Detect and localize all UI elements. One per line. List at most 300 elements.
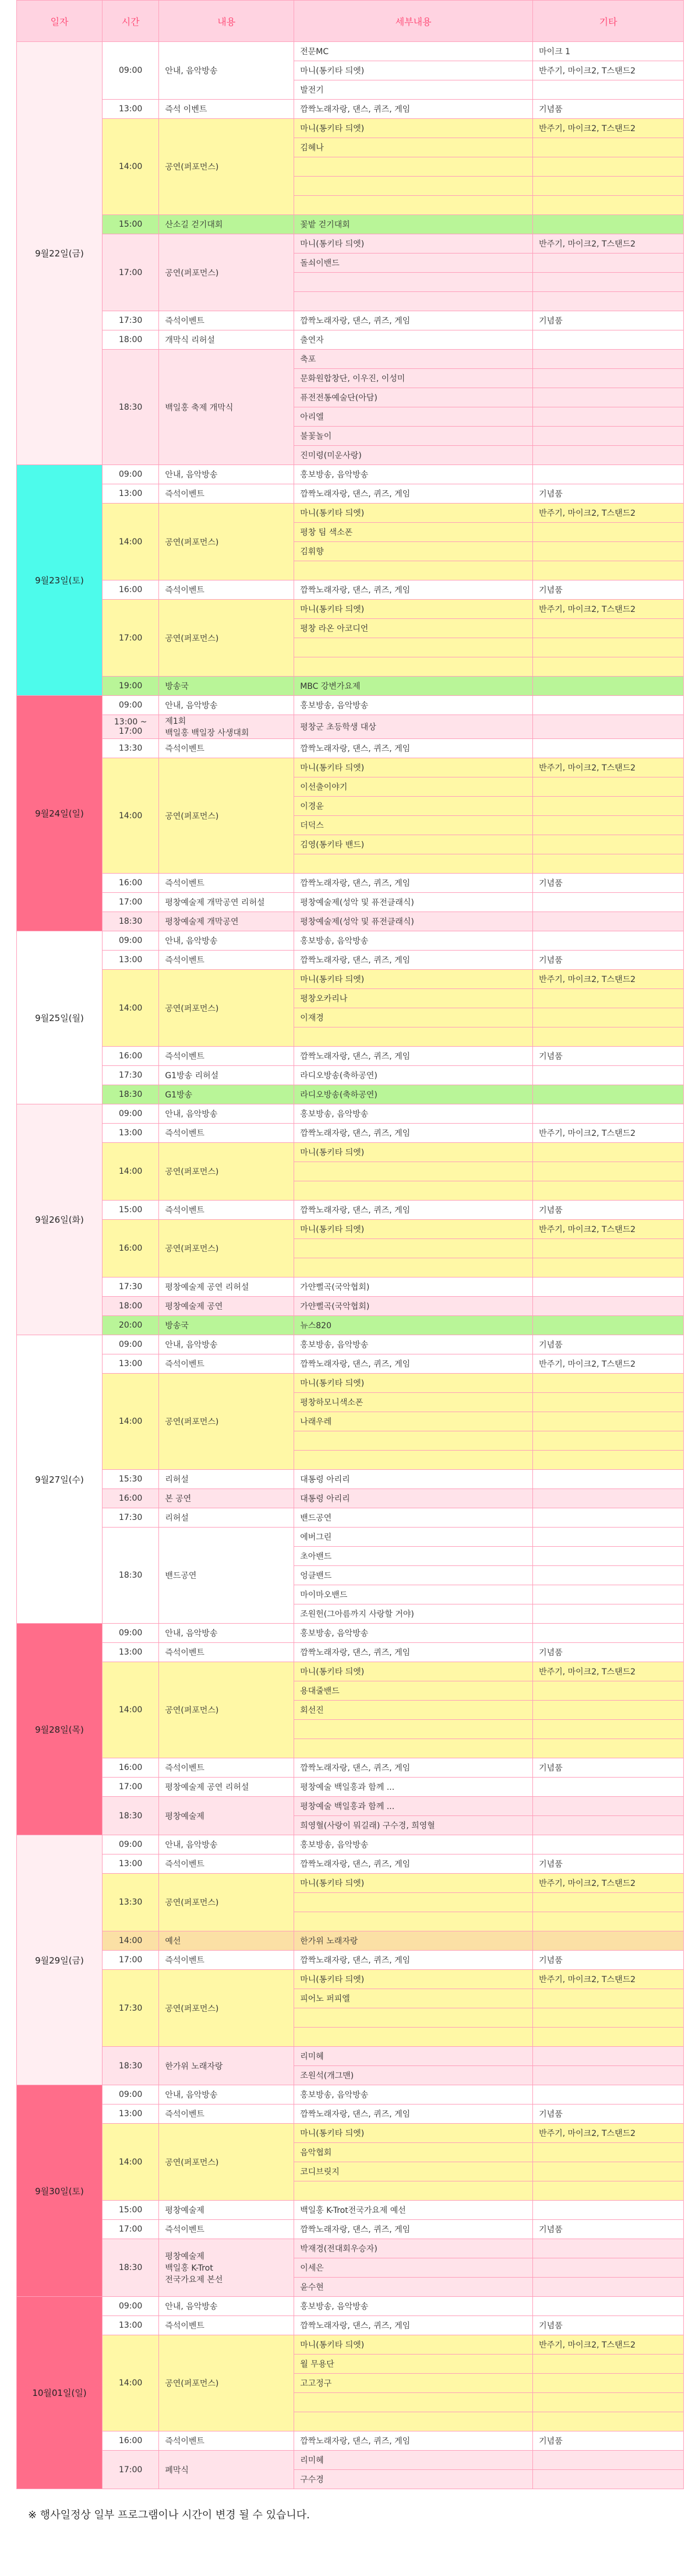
etc-cell: 반주기, 마이크2, T스탠드2: [533, 61, 684, 80]
etc-cell: [533, 2355, 684, 2374]
etc-cell: [533, 273, 684, 292]
content-cell: 안내, 음악방송: [159, 2297, 294, 2316]
time-cell: 09:00: [103, 1624, 159, 1643]
table-row: [17, 1104, 684, 1124]
etc-cell: [533, 1778, 684, 1797]
time-cell: 17:00: [103, 2451, 159, 2489]
detail-cell: 홍보방송, 음악방송: [294, 1104, 533, 1124]
etc-cell: [533, 1027, 684, 1047]
table-row: [17, 1758, 684, 1778]
time-cell: 09:00: [103, 696, 159, 715]
content-cell: 평창예술제: [159, 1797, 294, 1835]
etc-cell: [533, 1797, 684, 1816]
etc-cell: 반주기, 마이크2, T스탠드2: [533, 1124, 684, 1143]
etc-cell: [533, 2047, 684, 2066]
table-row: [17, 2431, 684, 2451]
detail-cell: 코디브릿지: [294, 2162, 533, 2181]
content-cell: 방송국: [159, 1316, 294, 1335]
detail-cell: 이재경: [294, 1008, 533, 1027]
time-cell: 14:00: [103, 758, 159, 874]
etc-cell: 반주기, 마이크2, T스탠드2: [533, 2124, 684, 2143]
detail-cell: 평창 팀 색소폰: [294, 523, 533, 542]
table-row: [17, 1470, 684, 1489]
detail-cell: 백일홍 K-Trot전국가요제 예선: [294, 2201, 533, 2220]
detail-cell: 마니(통키타 듸엣): [294, 1970, 533, 1989]
detail-cell: 조원석(개그맨): [294, 2066, 533, 2085]
content-cell: 안내, 음악방송: [159, 1104, 294, 1124]
detail-cell: 깜짝노래자랑, 댄스, 퀴즈, 게임: [294, 2431, 533, 2451]
time-cell: 13:30: [103, 1874, 159, 1931]
detail-cell: 구수경: [294, 2470, 533, 2489]
table-row: [17, 1624, 684, 1643]
detail-cell: 돌쇠이밴드: [294, 254, 533, 273]
detail-cell: 진미령(미운사랑): [294, 446, 533, 465]
etc-cell: [533, 2278, 684, 2297]
etc-cell: [533, 369, 684, 388]
etc-cell: [533, 1104, 684, 1124]
etc-cell: [533, 1143, 684, 1162]
detail-cell: 마니(통키타 듸엣): [294, 2124, 533, 2143]
table-row: [17, 1220, 684, 1239]
table-row: [17, 2201, 684, 2220]
etc-cell: 기념품: [533, 1643, 684, 1662]
time-cell: 18:00: [103, 330, 159, 350]
detail-cell: 홍보방송, 음악방송: [294, 1624, 533, 1643]
time-cell: 09:00: [103, 465, 159, 484]
content-cell: 제1회 백일홍 백일장 사생대회: [159, 715, 294, 739]
detail-cell: 홍보방송, 음악방송: [294, 696, 533, 715]
detail-cell: 윤수현: [294, 2278, 533, 2297]
detail-cell: 김휘향: [294, 542, 533, 561]
detail-cell: 깜짝노래자랑, 댄스, 퀴즈, 게임: [294, 739, 533, 758]
table-row: [17, 484, 684, 504]
table-row: [17, 1354, 684, 1374]
content-cell: 공연(퍼포먼스): [159, 504, 294, 580]
etc-cell: 반주기, 마이크2, T스탠드2: [533, 758, 684, 777]
table-row: [17, 330, 684, 350]
content-cell: 공연(퍼포먼스): [159, 600, 294, 677]
etc-cell: [533, 1162, 684, 1181]
content-cell: 즉석이벤트: [159, 739, 294, 758]
content-cell: 공연(퍼포먼스): [159, 1874, 294, 1931]
content-cell: 공연(퍼포먼스): [159, 234, 294, 311]
date-cell: 9월23일(토): [17, 465, 103, 696]
content-cell: 평창예술제 개막공연 리허설: [159, 893, 294, 912]
content-cell: 공연(퍼포먼스): [159, 758, 294, 874]
time-cell: 09:00: [103, 42, 159, 100]
detail-cell: 깜짝노래자랑, 댄스, 퀴즈, 게임: [294, 1643, 533, 1662]
detail-cell: 홍보방송, 음악방송: [294, 1835, 533, 1854]
etc-cell: [533, 2239, 684, 2258]
etc-cell: 기념품: [533, 2220, 684, 2239]
table-row: [17, 215, 684, 234]
date-cell: 9월24일(일): [17, 696, 103, 931]
footnote: ※ 행사일정상 일부 프로그램이나 시간이 변경 될 수 있습니다.: [28, 2509, 310, 2521]
content-cell: 즉석이벤트: [159, 2220, 294, 2239]
etc-cell: [533, 215, 684, 234]
content-cell: 공연(퍼포먼스): [159, 119, 294, 215]
etc-cell: 반주기, 마이크2, T스탠드2: [533, 504, 684, 523]
time-cell: 13:00: [103, 100, 159, 119]
etc-cell: [533, 465, 684, 484]
etc-cell: [533, 1489, 684, 1508]
etc-cell: [533, 893, 684, 912]
detail-cell: 깜짝노래자랑, 댄스, 퀴즈, 게임: [294, 1047, 533, 1066]
etc-cell: 기념품: [533, 1335, 684, 1354]
etc-cell: [533, 2412, 684, 2431]
content-cell: 안내, 음악방송: [159, 465, 294, 484]
table-row: [17, 1835, 684, 1854]
detail-cell: [294, 1912, 533, 1931]
time-cell: 16:00: [103, 874, 159, 893]
content-cell: G1방송 리허설: [159, 1066, 294, 1085]
header-time: 시간: [103, 1, 159, 42]
detail-cell: 깜짝노래자랑, 댄스, 퀴즈, 게임: [294, 1854, 533, 1874]
etc-cell: [533, 561, 684, 580]
detail-cell: 엉클밴드: [294, 1566, 533, 1585]
etc-cell: [533, 1816, 684, 1835]
table-row: [17, 465, 684, 484]
header-content: 내용: [159, 1, 294, 42]
etc-cell: 반주기, 마이크2, T스탠드2: [533, 600, 684, 619]
time-cell: 17:00: [103, 234, 159, 311]
detail-cell: 마니(통키타 듸엣): [294, 2335, 533, 2355]
detail-cell: [294, 2412, 533, 2431]
content-cell: 평창예술제: [159, 2201, 294, 2220]
content-cell: 평창예술제 공연 리허설: [159, 1778, 294, 1797]
content-cell: 안내, 음악방송: [159, 1624, 294, 1643]
time-cell: 13:00: [103, 1124, 159, 1143]
time-cell: 16:00: [103, 1758, 159, 1778]
etc-cell: [533, 931, 684, 951]
time-cell: 09:00: [103, 1335, 159, 1354]
detail-cell: 홍보방송, 음악방송: [294, 2297, 533, 2316]
time-cell: 09:00: [103, 1835, 159, 1854]
content-cell: 즉석이벤트: [159, 2431, 294, 2451]
detail-cell: [294, 177, 533, 196]
date-cell: 10월01일(일): [17, 2297, 103, 2489]
etc-cell: [533, 446, 684, 465]
table-row: [17, 1066, 684, 1085]
content-cell: 즉석이벤트: [159, 1124, 294, 1143]
content-cell: 즉석이벤트: [159, 2105, 294, 2124]
detail-cell: 김혜나: [294, 138, 533, 157]
etc-cell: [533, 1893, 684, 1912]
detail-cell: 깜짝노래자랑, 댄스, 퀴즈, 게임: [294, 2220, 533, 2239]
detail-cell: 전문MC: [294, 42, 533, 61]
time-cell: 14:00: [103, 1662, 159, 1758]
etc-cell: 기념품: [533, 2431, 684, 2451]
time-cell: 13:00: [103, 1854, 159, 1874]
content-cell: 공연(퍼포먼스): [159, 1220, 294, 1278]
detail-cell: 가얀뻘곡(국악협회): [294, 1278, 533, 1297]
etc-cell: [533, 1835, 684, 1854]
time-cell: 18:00: [103, 1297, 159, 1316]
detail-cell: 깜짝노래자랑, 댄스, 퀴즈, 게임: [294, 484, 533, 504]
time-cell: 14:00: [103, 1143, 159, 1201]
content-cell: 즉석 이벤트: [159, 100, 294, 119]
content-cell: 안내, 음악방송: [159, 42, 294, 100]
etc-cell: [533, 1297, 684, 1316]
etc-cell: [533, 427, 684, 446]
detail-cell: 마이마오밴드: [294, 1585, 533, 1604]
detail-cell: [294, 638, 533, 657]
table-row: [17, 2220, 684, 2239]
etc-cell: 반주기, 마이크2, T스탠드2: [533, 234, 684, 254]
etc-cell: 반주기, 마이크2, T스탠드2: [533, 970, 684, 989]
detail-cell: 홍보방송, 음악방송: [294, 2085, 533, 2105]
detail-cell: 마니(통키타 듸엣): [294, 600, 533, 619]
etc-cell: [533, 1720, 684, 1739]
detail-cell: 고고정구: [294, 2374, 533, 2393]
header-date: 일자: [17, 1, 103, 42]
date-cell: 9월27일(수): [17, 1335, 103, 1624]
detail-cell: [294, 292, 533, 311]
etc-cell: 반주기, 마이크2, T스탠드2: [533, 1354, 684, 1374]
detail-cell: 깜짝노래자랑, 댄스, 퀴즈, 게임: [294, 1201, 533, 1220]
content-cell: 즉석이벤트: [159, 1047, 294, 1066]
table-row: [17, 1508, 684, 1528]
detail-cell: 축포: [294, 350, 533, 369]
detail-cell: 이선출이야기: [294, 777, 533, 797]
time-cell: 14:00: [103, 1374, 159, 1470]
detail-cell: 마니(통키타 듸엣): [294, 1662, 533, 1681]
etc-cell: 기념품: [533, 1047, 684, 1066]
table-row: [17, 350, 684, 369]
detail-cell: 회선진: [294, 1701, 533, 1720]
detail-cell: 마니(통키타 듸엣): [294, 61, 533, 80]
content-cell: 안내, 음악방송: [159, 696, 294, 715]
table-row: [17, 1797, 684, 1816]
detail-cell: 이경윤: [294, 797, 533, 816]
date-cell: 9월26일(화): [17, 1104, 103, 1335]
time-cell: 14:00: [103, 119, 159, 215]
time-cell: 09:00: [103, 2297, 159, 2316]
detail-cell: 뉴스820: [294, 1316, 533, 1335]
table-row: [17, 2085, 684, 2105]
etc-cell: [533, 177, 684, 196]
etc-cell: [533, 835, 684, 854]
time-cell: 14:00: [103, 1931, 159, 1951]
etc-cell: 반주기, 마이크2, T스탠드2: [533, 1874, 684, 1893]
etc-cell: 반주기, 마이크2, T스탠드2: [533, 119, 684, 138]
time-cell: 16:00: [103, 580, 159, 600]
table-row: [17, 1951, 684, 1970]
content-cell: 즉석이벤트: [159, 1758, 294, 1778]
detail-cell: 깜짝노래자랑, 댄스, 퀴즈, 게임: [294, 1124, 533, 1143]
table-row: [17, 1528, 684, 1547]
date-cell: 9월29일(금): [17, 1835, 103, 2085]
table-row: [17, 677, 684, 696]
detail-cell: 문화원합창단, 이우진, 이성미: [294, 369, 533, 388]
etc-cell: [533, 2258, 684, 2278]
etc-cell: [533, 777, 684, 797]
time-cell: 17:00: [103, 1951, 159, 1970]
time-cell: 18:30: [103, 1797, 159, 1835]
date-cell: 9월22일(금): [17, 42, 103, 465]
detail-cell: 깜짝노래자랑, 댄스, 퀴즈, 게임: [294, 100, 533, 119]
detail-cell: 홍보방송, 음악방송: [294, 931, 533, 951]
etc-cell: 기념품: [533, 100, 684, 119]
content-cell: 공연(퍼포먼스): [159, 970, 294, 1047]
table-row: [17, 874, 684, 893]
etc-cell: [533, 739, 684, 758]
detail-cell: 출연자: [294, 330, 533, 350]
detail-cell: [294, 657, 533, 677]
etc-cell: [533, 1451, 684, 1470]
content-cell: 즉석이벤트: [159, 1201, 294, 1220]
content-cell: 안내, 음악방송: [159, 2085, 294, 2105]
time-cell: 16:00: [103, 1489, 159, 1508]
detail-cell: [294, 1027, 533, 1047]
table-row: [17, 970, 684, 989]
detail-cell: 희영혈(사랑이 뭐길래) 구수경, 희영혈: [294, 1816, 533, 1835]
time-cell: 17:00: [103, 893, 159, 912]
etc-cell: [533, 80, 684, 100]
time-cell: 13:00: [103, 2316, 159, 2335]
etc-cell: [533, 2066, 684, 2085]
etc-cell: [533, 1604, 684, 1624]
detail-cell: 대통령 아리리: [294, 1489, 533, 1508]
detail-cell: 가얀뻘곡(국악협회): [294, 1297, 533, 1316]
detail-cell: 에버그린: [294, 1528, 533, 1547]
detail-cell: [294, 1162, 533, 1181]
detail-cell: [294, 2028, 533, 2047]
content-cell: 즉석이벤트: [159, 1854, 294, 1874]
time-cell: 09:00: [103, 2085, 159, 2105]
etc-cell: [533, 254, 684, 273]
content-cell: 산소길 걷기대회: [159, 215, 294, 234]
etc-cell: [533, 696, 684, 715]
content-cell: 즉석이벤트: [159, 1951, 294, 1970]
detail-cell: 박재경(전대회우승자): [294, 2239, 533, 2258]
detail-cell: 음악협회: [294, 2143, 533, 2162]
content-cell: 안내, 음악방송: [159, 1335, 294, 1354]
etc-cell: [533, 2451, 684, 2470]
detail-cell: 조원헌(그아름까지 사랑할 거야): [294, 1604, 533, 1624]
etc-cell: [533, 157, 684, 177]
content-cell: 공연(퍼포먼스): [159, 1970, 294, 2047]
table-row: [17, 1854, 684, 1874]
content-cell: 즉석이벤트: [159, 311, 294, 330]
table-row: [17, 912, 684, 931]
content-cell: 공연(퍼포먼스): [159, 1374, 294, 1470]
time-cell: 15:30: [103, 1470, 159, 1489]
header-row: [17, 1, 684, 42]
table-row: [17, 2124, 684, 2143]
detail-cell: [294, 196, 533, 215]
table-row: [17, 42, 684, 61]
time-cell: 09:00: [103, 1104, 159, 1124]
table-row: [17, 100, 684, 119]
etc-cell: [533, 1181, 684, 1201]
etc-cell: [533, 1278, 684, 1297]
schedule-table: [16, 0, 684, 2489]
time-cell: 18:30: [103, 350, 159, 465]
etc-cell: [533, 388, 684, 407]
table-row: [17, 1662, 684, 1681]
time-cell: 17:30: [103, 1508, 159, 1528]
detail-cell: 퓨전전통예술단(아담): [294, 388, 533, 407]
etc-cell: [533, 2085, 684, 2105]
content-cell: 안내, 음악방송: [159, 1835, 294, 1854]
etc-cell: [533, 1316, 684, 1335]
time-cell: 15:00: [103, 1201, 159, 1220]
etc-cell: 기념품: [533, 2105, 684, 2124]
time-cell: 17:30: [103, 1278, 159, 1297]
detail-cell: 평창군 초등학생 대상: [294, 715, 533, 739]
table-row: [17, 1085, 684, 1104]
content-cell: 리허설: [159, 1508, 294, 1528]
content-cell: 공연(퍼포먼스): [159, 2335, 294, 2431]
time-cell: 13:00 ~ 17:00: [103, 715, 159, 739]
table-row: [17, 893, 684, 912]
time-cell: 18:30: [103, 1528, 159, 1624]
detail-cell: 초아밴드: [294, 1547, 533, 1566]
time-cell: 18:30: [103, 912, 159, 931]
detail-cell: 마니(통키타 듸엣): [294, 504, 533, 523]
table-row: [17, 1047, 684, 1066]
content-cell: 즉석이벤트: [159, 1643, 294, 1662]
time-cell: 17:00: [103, 600, 159, 677]
table-row: [17, 1316, 684, 1335]
detail-cell: 깜짝노래자랑, 댄스, 퀴즈, 게임: [294, 1951, 533, 1970]
detail-cell: 더덕스: [294, 816, 533, 835]
etc-cell: [533, 2201, 684, 2220]
table-row: [17, 1335, 684, 1354]
etc-cell: [533, 292, 684, 311]
content-cell: 폐막식: [159, 2451, 294, 2489]
content-cell: 백일홍 축제 개막식: [159, 350, 294, 465]
etc-cell: [533, 1681, 684, 1701]
time-cell: 19:00: [103, 677, 159, 696]
table-row: [17, 2316, 684, 2335]
detail-cell: 대통령 아리리: [294, 1470, 533, 1489]
time-cell: 18:30: [103, 2239, 159, 2297]
etc-cell: [533, 1508, 684, 1528]
time-cell: 13:00: [103, 951, 159, 970]
etc-cell: 기념품: [533, 951, 684, 970]
etc-cell: [533, 1085, 684, 1104]
table-row: [17, 1643, 684, 1662]
detail-cell: 평창예술 백일홍과 함께 ...: [294, 1797, 533, 1816]
etc-cell: 기념품: [533, 1854, 684, 1874]
content-cell: 안내, 음악방송: [159, 931, 294, 951]
time-cell: 17:00: [103, 1778, 159, 1797]
time-cell: 13:00: [103, 1354, 159, 1374]
detail-cell: 마니(통키타 듸엣): [294, 1374, 533, 1393]
table-row: [17, 1124, 684, 1143]
etc-cell: [533, 1431, 684, 1451]
time-cell: 09:00: [103, 931, 159, 951]
schedule-body: [17, 42, 684, 2489]
etc-cell: [533, 2393, 684, 2412]
etc-cell: [533, 1393, 684, 1412]
detail-cell: 깜짝노래자랑, 댄스, 퀴즈, 게임: [294, 874, 533, 893]
etc-cell: [533, 2028, 684, 2047]
header-detail: 세부내용: [294, 1, 533, 42]
detail-cell: [294, 2181, 533, 2201]
detail-cell: 용대줄밴드: [294, 1681, 533, 1701]
etc-cell: [533, 854, 684, 874]
detail-cell: 깜짝노래자랑, 댄스, 퀴즈, 게임: [294, 1758, 533, 1778]
etc-cell: [533, 1566, 684, 1585]
detail-cell: 마니(통키타 듸엣): [294, 1220, 533, 1239]
table-row: [17, 696, 684, 715]
time-cell: 14:00: [103, 2124, 159, 2201]
time-cell: 14:00: [103, 970, 159, 1047]
time-cell: 17:00: [103, 2220, 159, 2239]
